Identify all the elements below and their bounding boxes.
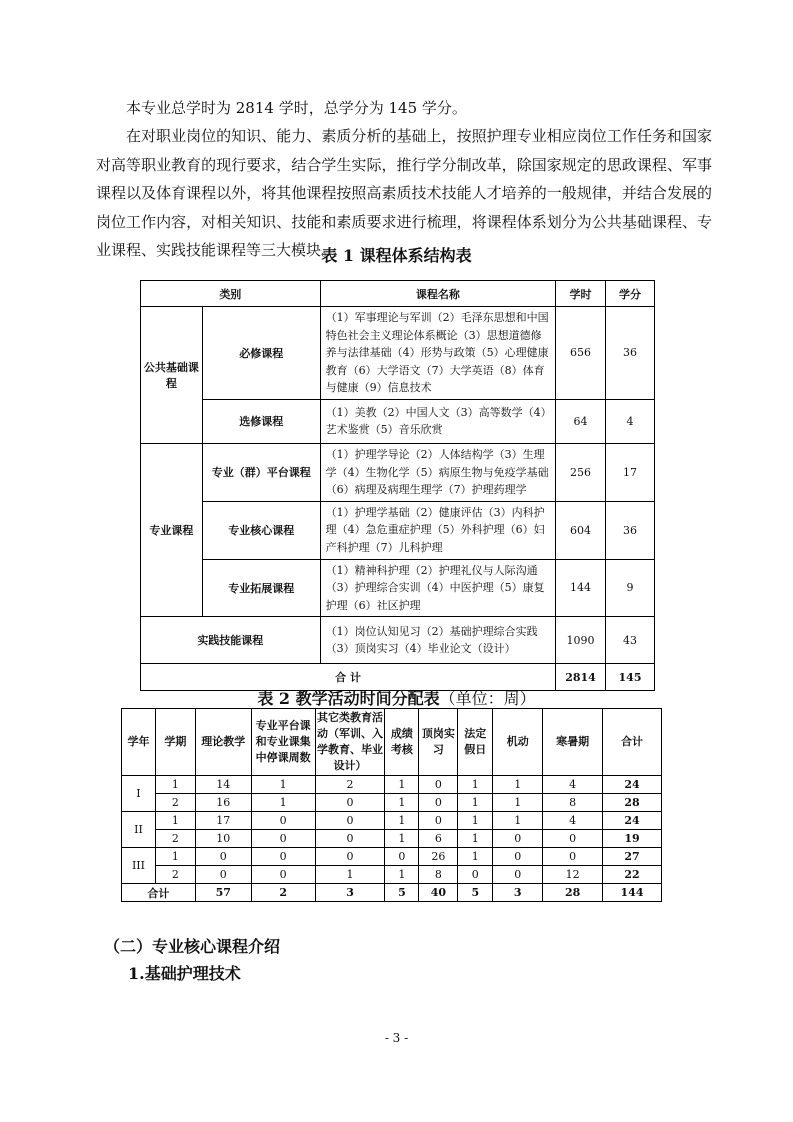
section-heading: （二）专业核心课程介绍 (104, 937, 281, 956)
value-cell: 10 (195, 830, 251, 848)
value-cell: 0 (543, 848, 603, 866)
value-cell: 26 (419, 848, 458, 866)
value-cell: 27 (603, 848, 662, 866)
table-row (141, 501, 655, 559)
intro-paragraph-curriculum: 在对职业岗位的知识、能力、素质分析的基础上，按照护理专业相应岗位工作任务和国家对高等职业教育的现行要求，结合学生实际，推行学分制改革，除国家规定的思政课程、军事课程以及体育课程以外，将其他课程按照高素质技术技能人才培养的一般规律，并结合发展的岗位工作内容，对相关知识、技能和素质要求进行梳理，将课程体系划分为公共基础课程、专业课程、实践技能课程等三大模块。 (96, 127, 712, 259)
value-cell: 1 (458, 830, 493, 848)
header-vacation: 寒暑期 (543, 709, 603, 776)
value-cell: 4 (543, 776, 603, 794)
header-year: 学年 (122, 709, 156, 776)
total-value: 3 (493, 884, 543, 902)
value-cell: 1 (458, 794, 493, 812)
table2-caption-title: 表 2 教学活动时间分配表 (257, 689, 440, 708)
value-cell: 1 (385, 866, 419, 884)
table-row (141, 443, 655, 501)
term-cell: 2 (155, 830, 195, 848)
row-credits: 4 (606, 399, 655, 443)
table2-caption-unit: （单位：周） (439, 689, 536, 708)
value-cell: 4 (543, 812, 603, 830)
row-credits: 17 (606, 443, 655, 501)
table-row (141, 399, 655, 443)
term-cell: 1 (155, 848, 195, 866)
value-cell: 0 (251, 848, 315, 866)
row-hours: 256 (556, 443, 606, 501)
header-total: 合计 (603, 709, 662, 776)
total-value: 3 (315, 884, 385, 902)
value-cell: 12 (543, 866, 603, 884)
row-sub-category: 必修课程 (202, 307, 320, 400)
header-assessment: 成绩考核 (385, 709, 419, 776)
value-cell: 0 (195, 866, 251, 884)
row-courses: （1）岗位认知见习（2）基础护理综合实践（3）顶岗实习（4）毕业论文（设计） (320, 617, 555, 664)
year-cell: II (122, 812, 156, 848)
value-cell: 1 (493, 794, 543, 812)
row-credits: 36 (606, 307, 655, 400)
value-cell: 1 (251, 776, 315, 794)
total-value: 40 (419, 884, 458, 902)
value-cell: 8 (419, 866, 458, 884)
value-cell: 24 (603, 776, 662, 794)
curriculum-structure-table (140, 280, 655, 691)
total-label: 合计 (122, 884, 196, 902)
header-credits: 学分 (606, 281, 655, 307)
value-cell: 0 (251, 830, 315, 848)
total-value: 5 (458, 884, 493, 902)
header-holidays: 法定假日 (458, 709, 493, 776)
row-credits: 43 (606, 617, 655, 664)
header-theory: 理论教学 (195, 709, 251, 776)
value-cell: 1 (315, 866, 385, 884)
value-cell: 1 (458, 776, 493, 794)
page-number: - 3 - (384, 1031, 409, 1045)
value-cell: 0 (419, 794, 458, 812)
header-term: 学期 (155, 709, 195, 776)
value-cell: 2 (315, 776, 385, 794)
row-courses: （1）美教（2）中国人文（3）高等数学（4）艺术鉴赏（5）音乐欣赏 (320, 399, 555, 443)
header-category: 类别 (141, 281, 321, 307)
table-row (141, 559, 655, 617)
value-cell: 8 (543, 794, 603, 812)
table-row (122, 794, 662, 812)
row-courses: （1）精神科护理（2）护理礼仪与人际沟通（3）护理综合实训（4）中医护理（5）康复护理（6）社区护理 (320, 559, 555, 617)
row-hours: 604 (556, 501, 606, 559)
row-credits: 36 (606, 501, 655, 559)
total-row (122, 884, 662, 902)
group-major: 专业课程 (141, 443, 203, 616)
row-sub-category: 专业拓展课程 (202, 559, 320, 617)
value-cell: 1 (493, 812, 543, 830)
total-value: 57 (195, 884, 251, 902)
row-hours: 656 (556, 307, 606, 400)
row-hours: 144 (556, 559, 606, 617)
header-flexible: 机动 (493, 709, 543, 776)
total-value: 144 (603, 884, 662, 902)
header-hours: 学时 (556, 281, 606, 307)
value-cell: 0 (195, 848, 251, 866)
row-courses: （1）护理学基础（2）健康评估（3）内科护理（4）急危重症护理（5）外科护理（6）妇产科护理（7）儿科护理 (320, 501, 555, 559)
year-cell: I (122, 776, 156, 812)
value-cell: 16 (195, 794, 251, 812)
value-cell: 0 (493, 848, 543, 866)
term-cell: 1 (155, 776, 195, 794)
value-cell: 0 (419, 776, 458, 794)
value-cell: 0 (385, 848, 419, 866)
value-cell: 0 (315, 830, 385, 848)
value-cell: 28 (603, 794, 662, 812)
row-sub-category: 选修课程 (202, 399, 320, 443)
row-hours: 1090 (556, 617, 606, 664)
value-cell: 22 (603, 866, 662, 884)
table-row (141, 617, 655, 664)
term-cell: 2 (155, 866, 195, 884)
value-cell: 1 (251, 794, 315, 812)
table2-caption (0, 686, 793, 709)
total-value: 2 (251, 884, 315, 902)
term-cell: 1 (155, 812, 195, 830)
value-cell: 1 (385, 794, 419, 812)
teaching-schedule-table (121, 708, 662, 902)
value-cell: 0 (493, 830, 543, 848)
table-row (141, 307, 655, 400)
table-header-row (122, 709, 662, 776)
row-courses: （1）护理学导论（2）人体结构学（3）生理学（4）生物化学（5）病原生物与免疫学基础（6）病理及病理生理学（7）护理药理学 (320, 443, 555, 501)
row-courses: （1）军事理论与军训（2）毛泽东思想和中国特色社会主义理论体系概论（3）思想道德修养与法律基础（4）形势与政策（5）心理健康教育（6）大学语文（7）大学英语（8）体育与健康（9）信息技术 (320, 307, 555, 400)
value-cell: 1 (458, 812, 493, 830)
table-row (122, 848, 662, 866)
header-platform-weeks: 专业平台课和专业课集中停课周数 (251, 709, 315, 776)
value-cell: 1 (385, 812, 419, 830)
value-cell: 0 (251, 812, 315, 830)
value-cell: 24 (603, 812, 662, 830)
value-cell: 0 (315, 848, 385, 866)
header-other-activities: 其它类教育活动（军训、入学教育、毕业设计） (315, 709, 385, 776)
total-hours: 2814 (556, 664, 606, 691)
value-cell: 0 (315, 794, 385, 812)
table-row (122, 812, 662, 830)
value-cell: 1 (385, 830, 419, 848)
header-courses: 课程名称 (320, 281, 555, 307)
value-cell: 17 (195, 812, 251, 830)
table-row (122, 776, 662, 794)
header-internship: 顶岗实习 (419, 709, 458, 776)
total-label: 合 计 (141, 664, 556, 691)
term-cell: 2 (155, 794, 195, 812)
subsection-heading: 1.基础护理技术 (128, 964, 241, 983)
value-cell: 0 (458, 866, 493, 884)
table-row (122, 830, 662, 848)
group-public: 公共基础课程 (141, 307, 203, 444)
value-cell: 0 (543, 830, 603, 848)
year-cell: III (122, 848, 156, 884)
row-credits: 9 (606, 559, 655, 617)
value-cell: 0 (419, 812, 458, 830)
value-cell: 6 (419, 830, 458, 848)
value-cell: 19 (603, 830, 662, 848)
row-sub-category: 专业（群）平台课程 (202, 443, 320, 501)
table-header-row (141, 281, 655, 307)
value-cell: 1 (385, 776, 419, 794)
total-value: 5 (385, 884, 419, 902)
value-cell: 0 (493, 866, 543, 884)
value-cell: 14 (195, 776, 251, 794)
value-cell: 0 (315, 812, 385, 830)
table1-caption: 表 1 课程体系结构表 (321, 246, 472, 265)
value-cell: 1 (493, 776, 543, 794)
value-cell: 1 (458, 848, 493, 866)
row-sub-category: 专业核心课程 (202, 501, 320, 559)
row-sub-category: 实践技能课程 (141, 617, 321, 664)
row-hours: 64 (556, 399, 606, 443)
total-credits: 145 (606, 664, 655, 691)
total-value: 28 (543, 884, 603, 902)
value-cell: 0 (251, 866, 315, 884)
table-row (122, 866, 662, 884)
intro-paragraph-hours: 本专业总学时为 2814 学时，总学分为 145 学分。 (126, 99, 467, 117)
